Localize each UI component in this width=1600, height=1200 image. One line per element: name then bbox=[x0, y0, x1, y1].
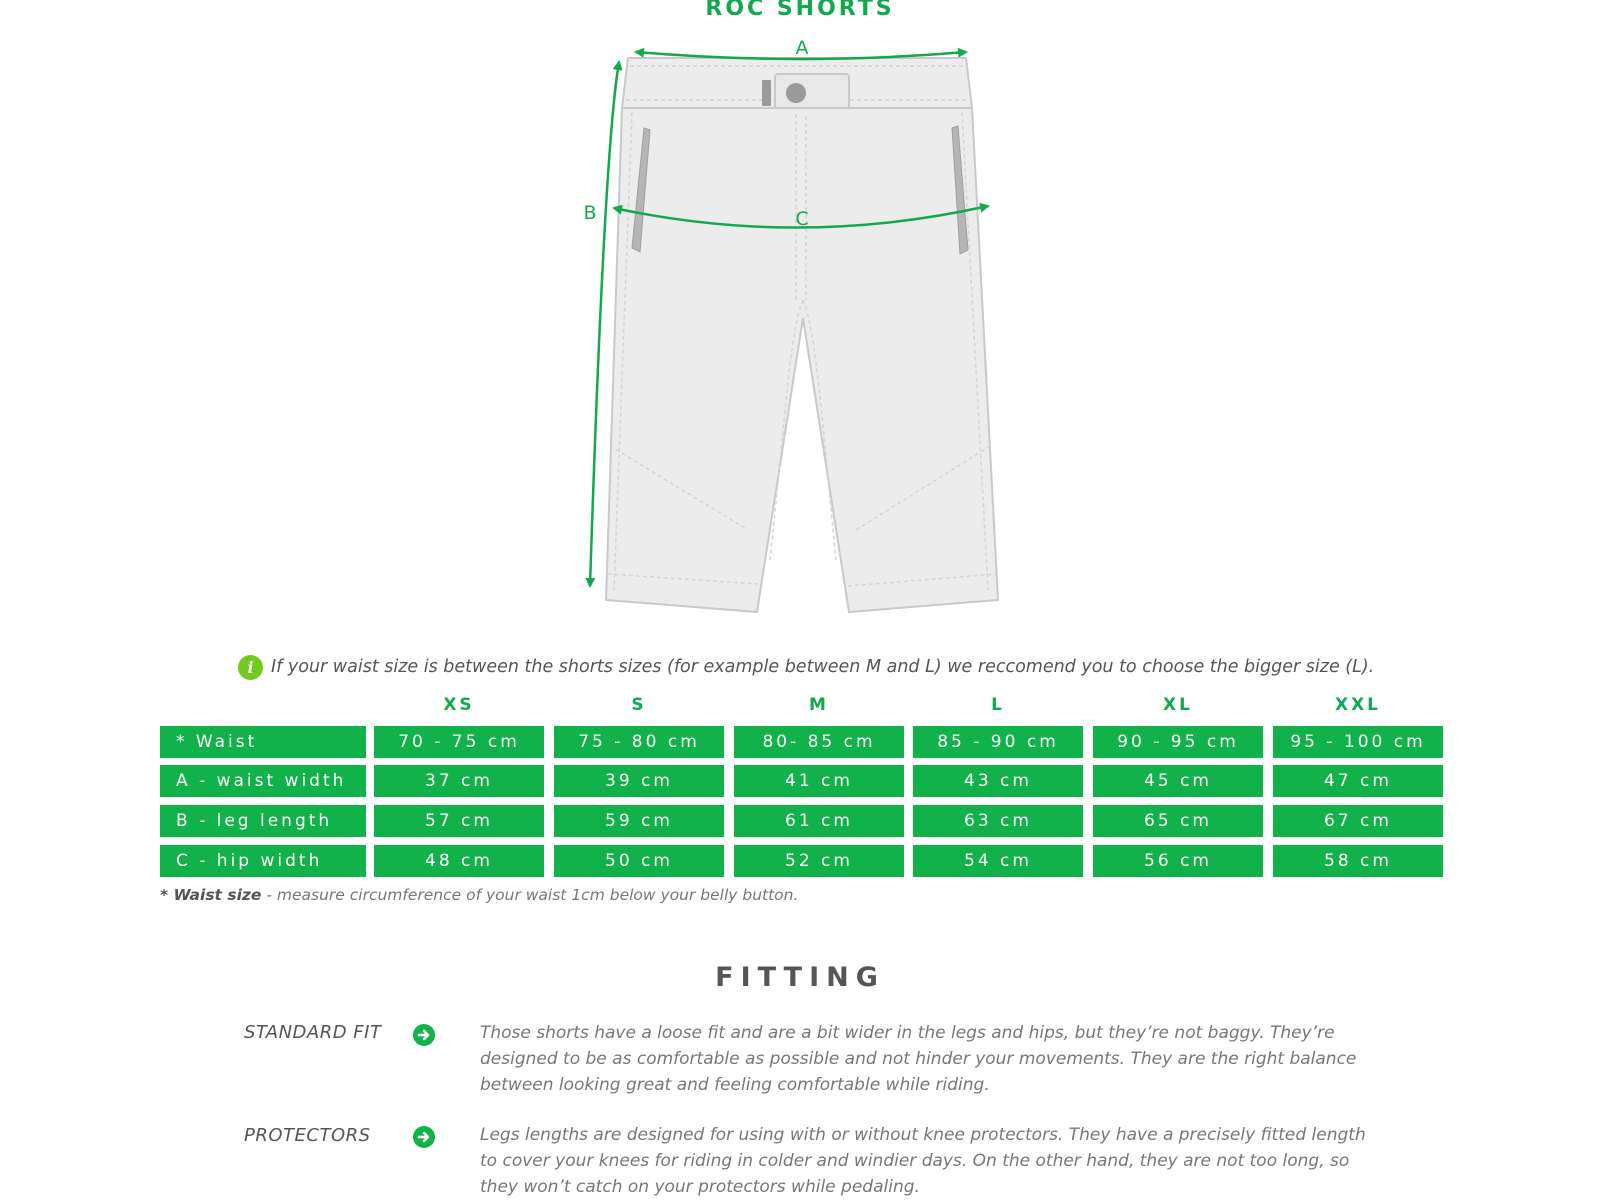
arrow-right-icon bbox=[413, 1126, 435, 1148]
table-cell: 65 cm bbox=[1093, 805, 1263, 837]
shorts-measurement-diagram bbox=[560, 30, 1020, 620]
row-label-waist-width: A - waist width bbox=[160, 765, 366, 797]
fit-text-line: Those shorts have a loose fit and are a bit wider in the legs and hips, but they’re not baggy. They’re bbox=[480, 1023, 1335, 1043]
fit-text-line: between looking great and feeling comfortable while riding. bbox=[480, 1075, 990, 1095]
fit-description-standard-fit bbox=[480, 1020, 1380, 1098]
size-header-l: L bbox=[991, 695, 1005, 715]
waist-size-footnote bbox=[160, 886, 798, 910]
buckle bbox=[762, 80, 771, 106]
arrow-right-icon bbox=[413, 1024, 435, 1046]
fit-label-standard-fit: STANDARD FIT bbox=[244, 1022, 382, 1043]
table-cell: 85 - 90 cm bbox=[913, 726, 1083, 758]
measure-c-label: C bbox=[795, 208, 809, 230]
table-cell: 52 cm bbox=[734, 845, 904, 877]
table-cell: 75 - 80 cm bbox=[554, 726, 724, 758]
size-header-xxl: XXL bbox=[1334, 695, 1382, 715]
table-cell: 45 cm bbox=[1093, 765, 1263, 797]
table-cell: 50 cm bbox=[554, 845, 724, 877]
fit-text-line: they won’t catch on your protectors while pedaling. bbox=[480, 1177, 920, 1197]
measure-a-label: A bbox=[795, 37, 809, 59]
size-header-xs: XS bbox=[443, 695, 475, 715]
fit-text-line: designed to be as comfortable as possible and not hinder your movements. They are the right balance bbox=[480, 1049, 1357, 1069]
table-cell: 63 cm bbox=[913, 805, 1083, 837]
table-cell: 95 - 100 cm bbox=[1273, 726, 1443, 758]
footnote-term: * Waist size bbox=[160, 886, 262, 904]
row-label-hip-width: C - hip width bbox=[160, 845, 366, 877]
footnote-text: - measure circumference of your waist 1cm below your belly button. bbox=[261, 886, 799, 904]
table-cell: 48 cm bbox=[374, 845, 544, 877]
size-header-m: M bbox=[809, 695, 829, 715]
table-cell: 37 cm bbox=[374, 765, 544, 797]
info-icon: i bbox=[238, 655, 263, 680]
fitting-title: FITTING bbox=[715, 962, 885, 993]
table-cell: 90 - 95 cm bbox=[1093, 726, 1263, 758]
fit-label-protectors: PROTECTORS bbox=[244, 1125, 371, 1146]
fit-text-line: to cover your knees for riding in colder and windier days. On the other hand, they are not too long, so bbox=[480, 1151, 1350, 1171]
size-advice-note bbox=[238, 652, 1438, 682]
table-cell: 43 cm bbox=[913, 765, 1083, 797]
table-cell: 70 - 75 cm bbox=[374, 726, 544, 758]
shorts-illustration bbox=[606, 58, 998, 612]
table-cell: 47 cm bbox=[1273, 765, 1443, 797]
row-label-waist: * Waist bbox=[160, 726, 366, 758]
shorts-body bbox=[606, 108, 998, 612]
size-header-s: S bbox=[631, 695, 647, 715]
size-advice-text: If your waist size is between the shorts sizes (for example between M and L) we reccomend you to choose the bigger size (L). bbox=[271, 657, 1375, 677]
fit-text-line: Legs lengths are designed for using with or without knee protectors. They have a precisely fitted length bbox=[480, 1125, 1366, 1145]
table-cell: 57 cm bbox=[374, 805, 544, 837]
fit-description-protectors bbox=[480, 1122, 1380, 1200]
size-header-xl: XL bbox=[1163, 695, 1193, 715]
table-cell: 59 cm bbox=[554, 805, 724, 837]
table-cell: 54 cm bbox=[913, 845, 1083, 877]
product-title: ROC SHORTS bbox=[705, 0, 895, 21]
table-cell: 67 cm bbox=[1273, 805, 1443, 837]
table-cell: 39 cm bbox=[554, 765, 724, 797]
table-cell: 58 cm bbox=[1273, 845, 1443, 877]
button bbox=[786, 83, 806, 103]
table-cell: 56 cm bbox=[1093, 845, 1263, 877]
table-cell: 41 cm bbox=[734, 765, 904, 797]
table-cell: 80- 85 cm bbox=[734, 726, 904, 758]
table-cell: 61 cm bbox=[734, 805, 904, 837]
measure-b-label: B bbox=[583, 202, 597, 224]
row-label-leg-length: B - leg length bbox=[160, 805, 366, 837]
